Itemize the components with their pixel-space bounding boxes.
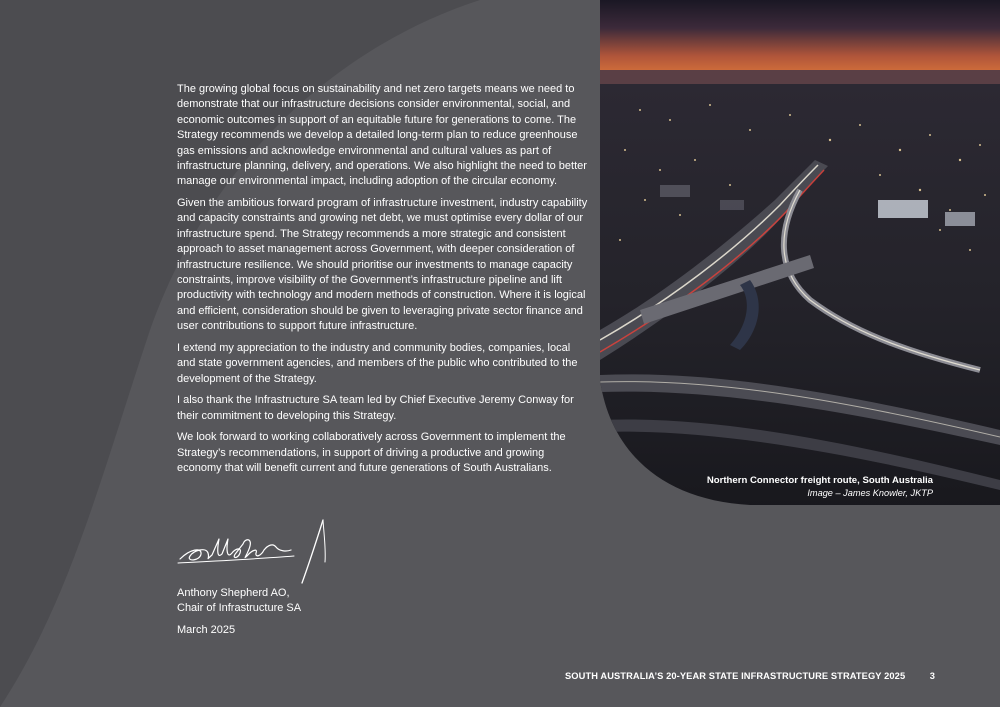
signer-role: Chair of Infrastructure SA [177, 602, 302, 615]
paragraph-appreciation: I extend my appreciation to the industry and community bodies, companies, local and state government agencies, and members of the public who contributed to the development of the Strategy. [177, 341, 578, 385]
caption-credit: Image – James Knowler, JKTP [807, 488, 933, 498]
paragraph-sustainability: The growing global focus on sustainability and net zero targets means we need to demonstrate that our infrastructure decisions consider environmental, social, and economic outcomes in support of an equitable future for generations to come. The Strategy recommends we develop a detailed long-term plan to reduce greenhouse gas emissions and acknowledge environmental and cultural values as part of infrastructure planning, delivery, and operations. We also highlight the need to better manage our environmental impact, including adoption of the circular economy. [177, 83, 587, 188]
photo-caption [707, 475, 933, 499]
signature-image [176, 517, 328, 587]
signer-name: Anthony Shepherd AO, [177, 587, 290, 599]
highway-photo [600, 0, 1000, 505]
paragraph-investment: Given the ambitious forward program of infrastructure investment, industry capability and capacity constraints and growing net debt, we must optimise every dollar of our infrastructure spend. The Strategy recommends a more strategic and consistent approach to asset management across Government, with deeper consideration of infrastructure resilience. We should prioritise our investments to manage capacity constraints, improve visibility of the Government’s infrastructure pipeline and lift productivity with technology and modern methods of construction. Where it is logical and efficient, consideration should be given to leveraging private sector finance and user contributions to support future infrastructure. [177, 197, 588, 333]
paragraph-collaboration: We look forward to working collaboratively across Government to implement the Strategy’s recommendations, in support of driving a productive and growing economy that will benefit current and future generations of South Australians. [177, 431, 566, 475]
caption-title: Northern Connector freight route, South Australia [706, 475, 933, 486]
page-number: 3 [929, 671, 935, 681]
page-footer [565, 671, 935, 681]
signer-block [177, 586, 301, 617]
signoff-date: March 2025 [177, 624, 236, 636]
body-text [177, 82, 589, 483]
footer-title: SOUTH AUSTRALIA’S 20-YEAR STATE INFRASTRUCTURE STRATEGY 2025 [565, 671, 906, 681]
paragraph-thanks: I also thank the Infrastructure SA team led by Chief Executive Jeremy Conway for their commitment to developing this Strategy. [177, 394, 574, 422]
